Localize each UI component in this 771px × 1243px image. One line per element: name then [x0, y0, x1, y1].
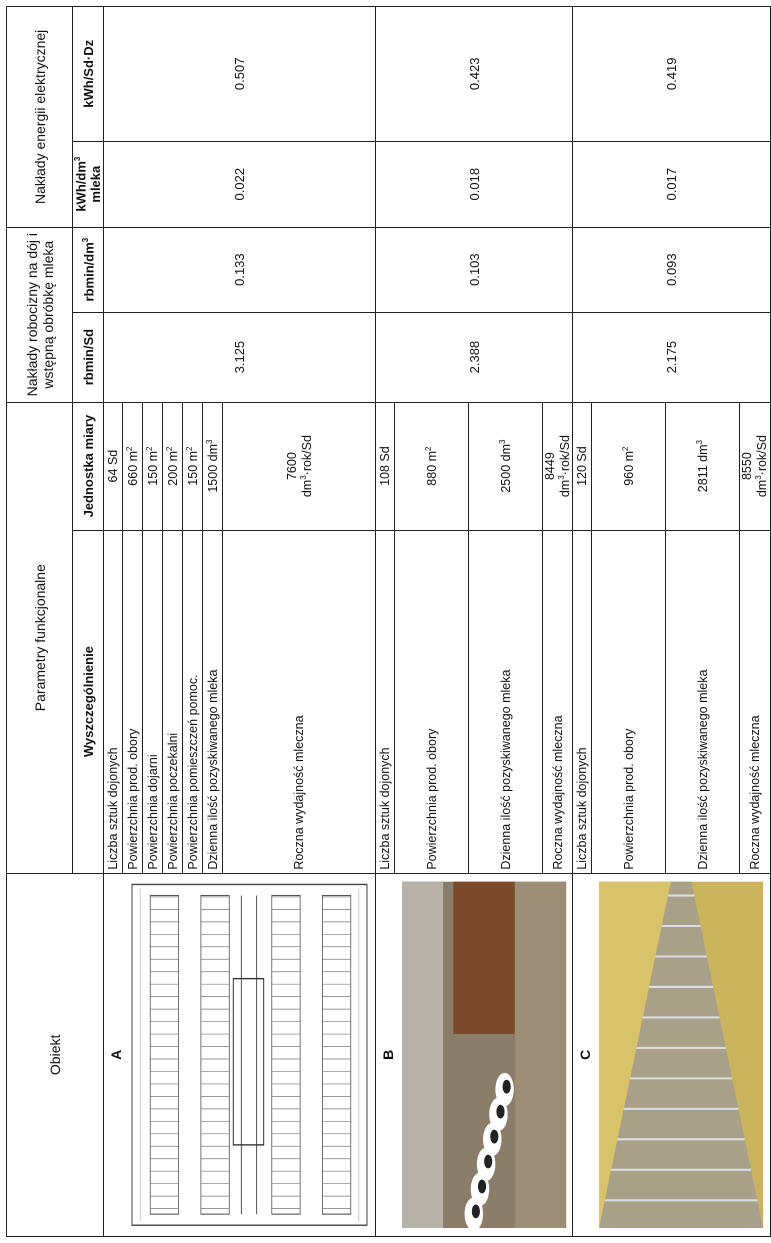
- table-row: [376, 7, 395, 1237]
- value-rbmin-dm3: 0.093: [573, 227, 770, 312]
- row-label: Liczba sztuk dojonych: [573, 530, 592, 873]
- row-unit: 2500 $dm^3$: [469, 402, 543, 530]
- row-unit: 200 $m^2$: [163, 402, 183, 530]
- object-a-cell: [104, 873, 376, 1236]
- row-unit: 960 $m^2$: [592, 402, 666, 530]
- cow-barn-photo: [402, 882, 566, 1228]
- value-rbmin-dm3: 0.103: [376, 227, 573, 312]
- row-label: Powierzchnia dojarni: [143, 530, 163, 873]
- header-wyszczegolnienie: Wyszczególnienie: [73, 530, 104, 873]
- row-unit: 8449 $dm^3\cdot rok/Sd$: [543, 402, 573, 530]
- row-label: Powierzchnia prod. obory: [592, 530, 666, 873]
- value-rbmin-sd: 3.125: [104, 312, 376, 402]
- row-label: Roczna wydajność mleczna: [543, 530, 573, 873]
- value-rbmin-sd: 2.388: [376, 312, 573, 402]
- header-naklady-robocizny: Nakłady robocizny na dój i wstępną obróbkę mleka: [7, 227, 73, 402]
- header-parametry: Parametry funkcjonalne: [7, 402, 73, 873]
- row-unit: 7600 $dm^3\cdot rok/Sd$: [223, 402, 376, 530]
- object-letter: A: [108, 1049, 125, 1060]
- header-rbmin-sd: rbmin/Sd: [73, 312, 104, 402]
- row-unit: 880 $m^2$: [395, 402, 469, 530]
- row-label: Powierzchnia pomieszczeń pomoc.: [183, 530, 203, 873]
- row-label: Powierzchnia prod. obory: [123, 530, 143, 873]
- row-label: Liczba sztuk dojonych: [376, 530, 395, 873]
- row-unit: 108 Sd: [376, 402, 395, 530]
- value-kwh-dm3: 0.018: [376, 141, 573, 227]
- value-kwh-sd-dz: 0.419: [573, 7, 770, 142]
- header-jednostka: Jednostka miary: [73, 402, 104, 530]
- object-c-cell: [573, 873, 770, 1236]
- row-label: Roczna wydajność mleczna: [223, 530, 376, 873]
- object-b-cell: [376, 873, 573, 1236]
- data-table: [6, 6, 771, 1237]
- header-kwh-dm3: kWh/$dm^3$ mleka: [73, 141, 104, 227]
- object-letter: B: [380, 1049, 397, 1060]
- row-label: Dzienna ilość pozyskiwanego mleka: [666, 530, 740, 873]
- value-rbmin-dm3: 0.133: [104, 227, 376, 312]
- value-kwh-sd-dz: 0.507: [104, 7, 376, 142]
- barn-floor-plan-drawing: [130, 882, 369, 1228]
- row-unit: 2811 $dm^3$: [666, 402, 740, 530]
- row-unit: 150 $m^2$: [183, 402, 203, 530]
- header-kwh-sd-dz: kWh/Sd·Dz: [73, 7, 104, 142]
- row-label: Dzienna ilość pozyskiwanego mleka: [469, 530, 543, 873]
- table-row: [104, 7, 123, 1237]
- row-label: Dzienna ilość pozyskiwanego mleka: [203, 530, 223, 873]
- header-rbmin-dm3: rbmin/$dm^3$: [73, 227, 104, 312]
- row-unit: 1500 $dm^3$: [203, 402, 223, 530]
- value-rbmin-sd: 2.175: [573, 312, 770, 402]
- row-label: Powierzchnia prod. obory: [395, 530, 469, 873]
- header-obiekt: Obiekt: [7, 873, 104, 1236]
- header-naklady-energii: Nakłady energii elektrycznej: [7, 7, 73, 228]
- table-row: [573, 7, 592, 1237]
- row-label: Powierzchnia poczekalni: [163, 530, 183, 873]
- value-kwh-dm3: 0.017: [573, 141, 770, 227]
- value-kwh-sd-dz: 0.423: [376, 7, 573, 142]
- barn-interior-photo: [599, 882, 763, 1228]
- row-unit: 64 Sd: [104, 402, 123, 530]
- row-label: Roczna wydajność mleczna: [740, 530, 770, 873]
- row-unit: 150 $m^2$: [143, 402, 163, 530]
- row-unit: 660 $m^2$: [123, 402, 143, 530]
- object-letter: C: [577, 1049, 594, 1060]
- row-unit: 120 Sd: [573, 402, 592, 530]
- value-kwh-dm3: 0.022: [104, 141, 376, 227]
- row-label: Liczba sztuk dojonych: [104, 530, 123, 873]
- row-unit: 8550 $dm^3\cdot rok/Sd$: [740, 402, 770, 530]
